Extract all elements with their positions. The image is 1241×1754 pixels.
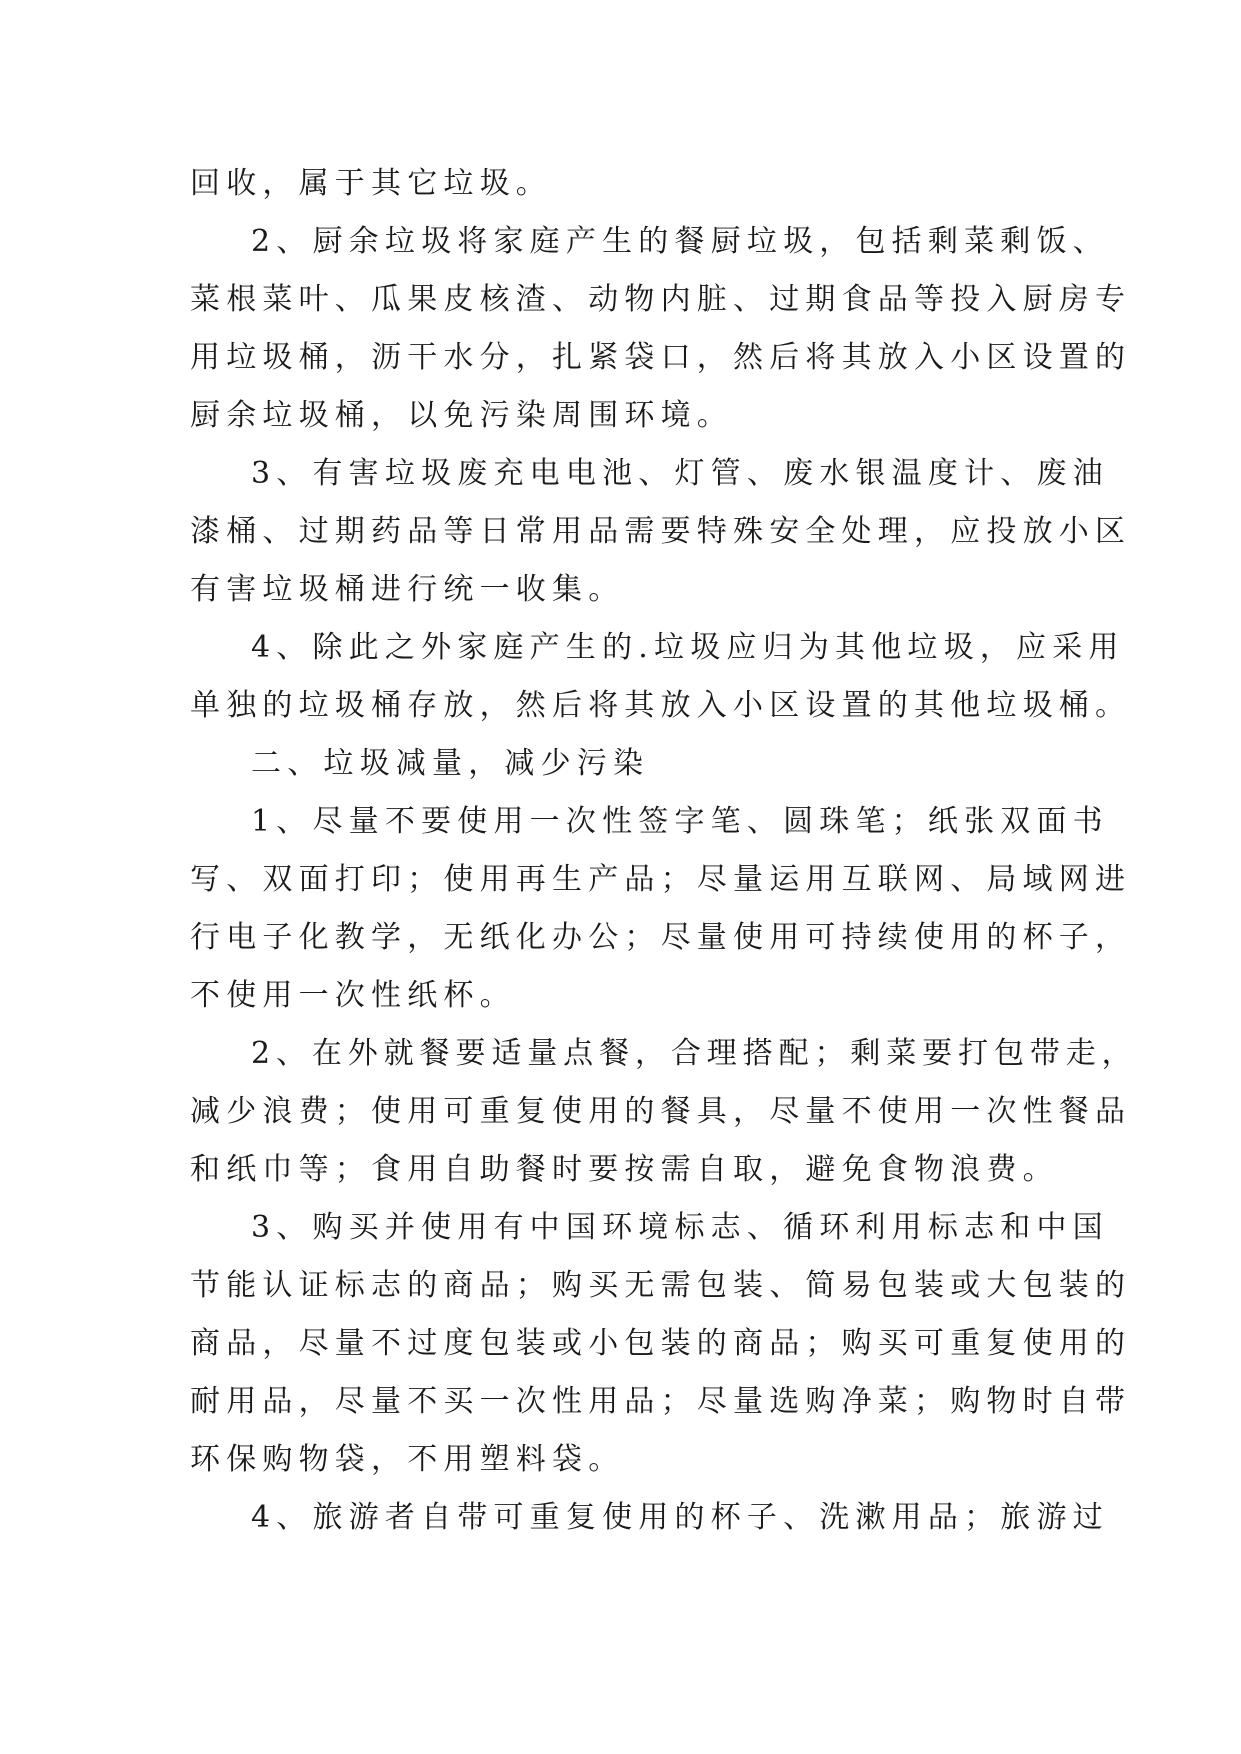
text-line: 单独的垃圾桶存放，然后将其放入小区设置的其他垃圾桶。 [190, 688, 1132, 723]
section-heading: 二、垃圾减量，减少污染 [251, 746, 650, 781]
text-line: 不使用一次性纸杯。 [190, 978, 516, 1013]
text-line: 写、双面打印；使用再生产品；尽量运用互联网、局域网进 [190, 862, 1132, 897]
text-line: 节能认证标志的商品；购买无需包装、简易包装或大包装的 [190, 1268, 1132, 1303]
text-line: 环保购物袋，不用塑料袋。 [190, 1442, 625, 1477]
text-line: 商品，尽量不过度包装或小包装的商品；购买可重复使用的 [190, 1326, 1132, 1361]
text-line: 回收，属于其它垃圾。 [190, 166, 552, 201]
text-line: 减少浪费；使用可重复使用的餐具，尽量不使用一次性餐品 [190, 1094, 1132, 1129]
text-line: 菜根菜叶、瓜果皮核渣、动物内脏、过期食品等投入厨房专 [190, 282, 1132, 317]
text-line: 行电子化教学，无纸化办公；尽量使用可持续使用的杯子， [190, 920, 1132, 955]
text-line: 2、在外就餐要适量点餐，合理搭配；剩菜要打包带走， [251, 1036, 1138, 1071]
text-line: 3、购买并使用有中国环境标志、循环利用标志和中国 [251, 1210, 1109, 1245]
text-line: 3、有害垃圾废充电电池、灯管、废水银温度计、废油 [251, 456, 1109, 491]
text-line: 用垃圾桶，沥干水分，扎紧袋口，然后将其放入小区设置的 [190, 340, 1132, 375]
text-line: 2、厨余垃圾将家庭产生的餐厨垃圾，包括剩菜剩饭、 [251, 224, 1109, 259]
text-line: 4、旅游者自带可重复使用的杯子、洗漱用品；旅游过 [251, 1500, 1109, 1535]
text-line: 漆桶、过期药品等日常用品需要特殊安全处理，应投放小区 [190, 514, 1132, 549]
text-line: 厨余垃圾桶，以免污染周围环境。 [190, 398, 733, 433]
text-line: 1、尽量不要使用一次性签字笔、圆珠笔；纸张双面书 [251, 804, 1109, 839]
text-line: 和纸巾等；食用自助餐时要按需自取，避免食物浪费。 [190, 1152, 1059, 1187]
text-line: 耐用品，尽量不买一次性用品；尽量选购净菜；购物时自带 [190, 1384, 1132, 1419]
text-line: 4、除此之外家庭产生的.垃圾应归为其他垃圾，应采用 [251, 630, 1125, 665]
text-line: 有害垃圾桶进行统一收集。 [190, 572, 625, 607]
